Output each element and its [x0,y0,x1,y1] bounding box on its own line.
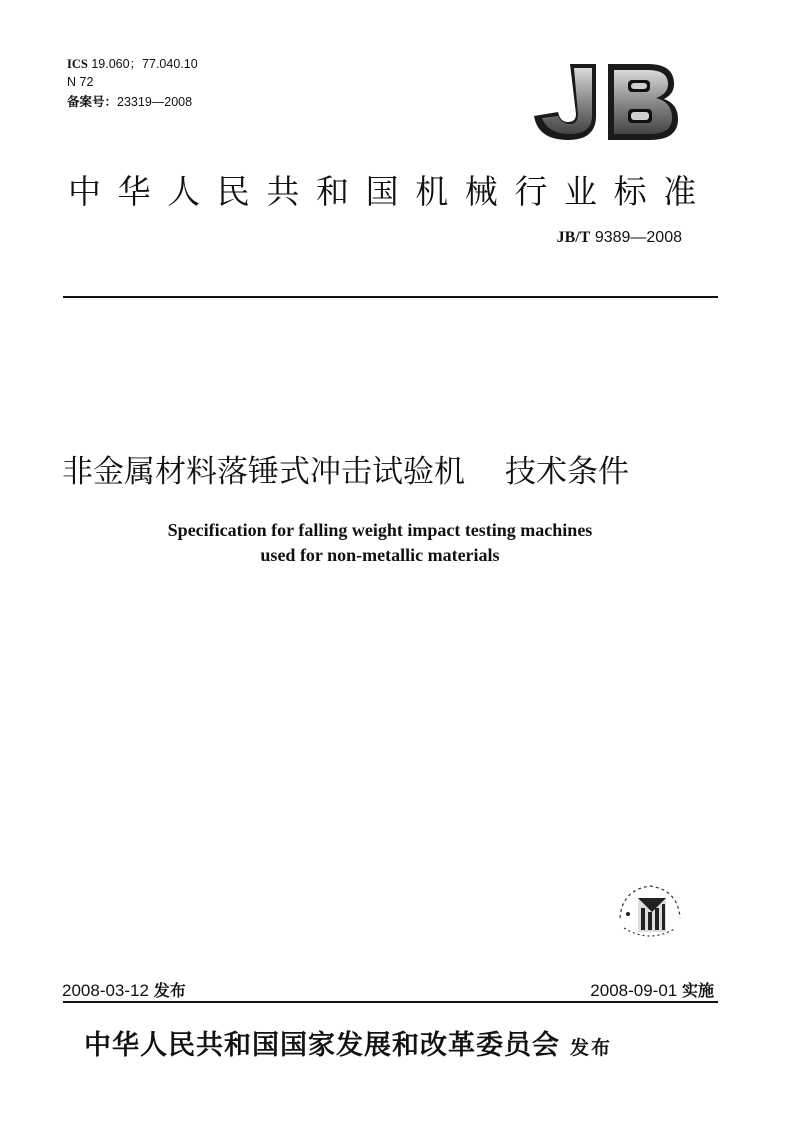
document-title-en-line2: used for non-metallic materials [260,545,500,565]
publisher-seal-icon [610,878,690,948]
jb-logo [530,56,680,146]
standard-number: JB/T 9389—2008 [556,229,682,246]
footer-divider [63,1001,718,1003]
record-number: 备案号：23319—2008 [67,95,193,109]
issue-date: 2008-03-12 发布 [62,981,186,1000]
classification-code: N 72 [67,75,94,89]
implementation-date: 2008-09-01 实施 [590,981,714,1000]
title-sub: 技术条件 [505,454,629,490]
document-title-en-line1: Specification for falling weight impact testing machines [167,520,593,540]
standard-category: 中华人民共和国机械行业标准 [68,172,713,211]
header-divider [63,296,718,298]
svg-text:JB: JB [605,146,607,147]
issuing-authority: 中华人民共和国国家发展和改革委员会 发布 [84,1030,613,1061]
title-main: 非金属材料落锤式冲击试验机 [62,454,465,490]
ics-code: ICS 19.060；77.040.10 [67,57,198,71]
document-title-zh [62,446,629,491]
